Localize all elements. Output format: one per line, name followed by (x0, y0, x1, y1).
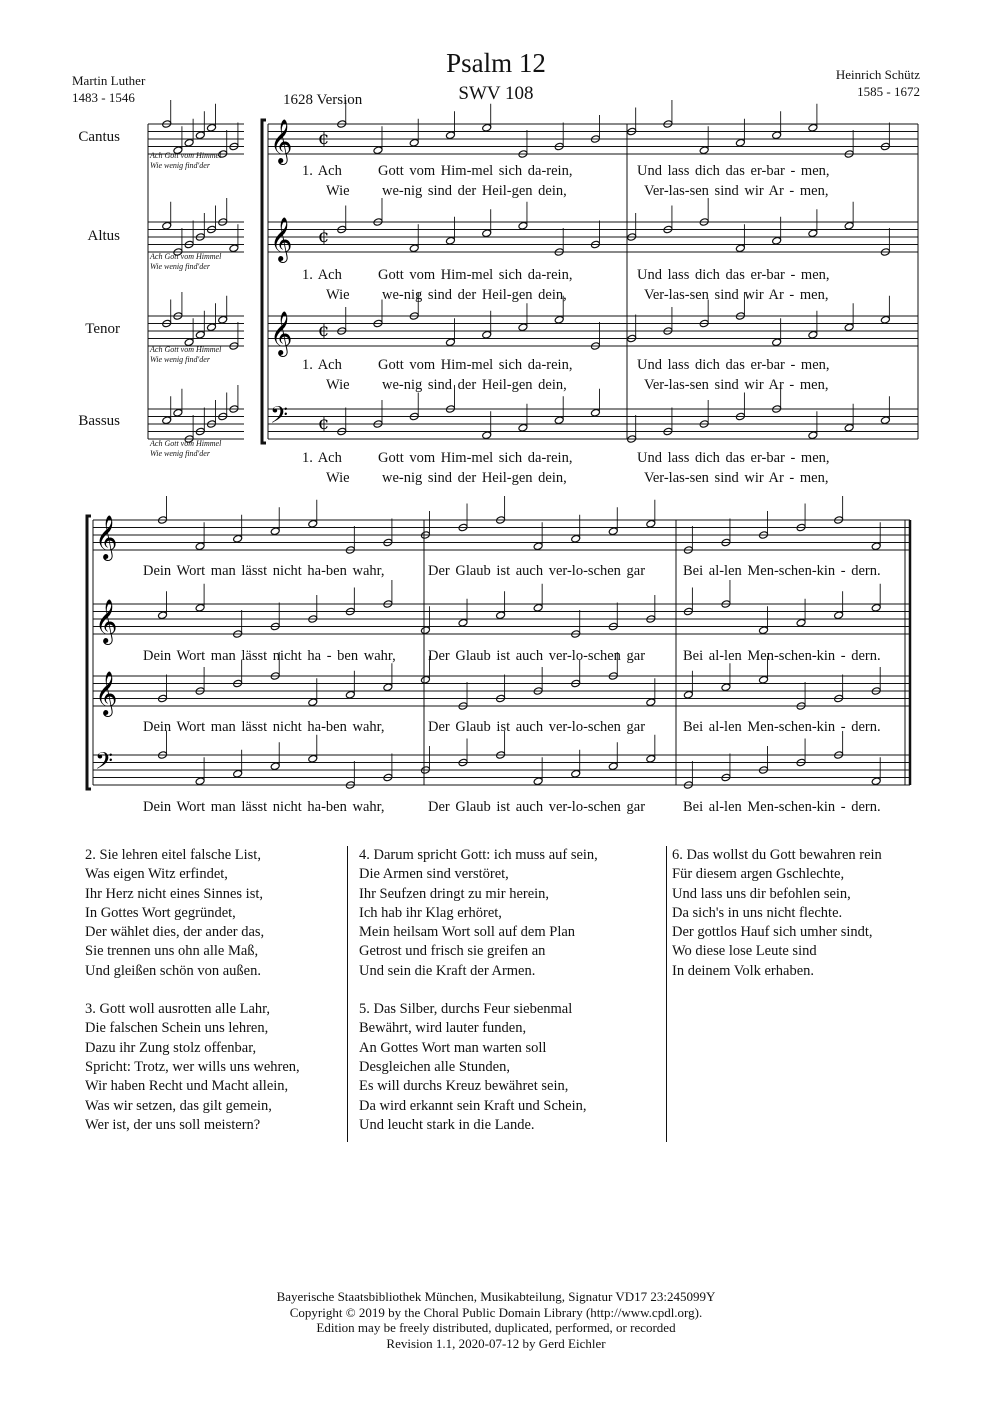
note-head (871, 777, 881, 786)
note-head (409, 244, 419, 253)
lyric-cantus-v2-pickup: Wie (326, 183, 350, 199)
note-head (518, 221, 528, 230)
lyric-cantus-v1-pickup: 1. Ach (302, 163, 342, 179)
note-head (735, 244, 745, 253)
note-head (195, 603, 205, 612)
note-head (496, 611, 506, 620)
license-line: Edition may be freely distributed, duplicated, performed, or recorded (316, 1320, 676, 1335)
note-head (844, 423, 854, 432)
note-head (646, 519, 656, 528)
note-head (445, 131, 455, 140)
note-head (533, 542, 543, 551)
note-head (420, 626, 430, 635)
lyric-bassus-v1-phrase1: Gott vom Him-mel sich da-rein, (378, 450, 573, 466)
system-bracket (87, 516, 91, 789)
lyric-bassus-v1-pickup: 1. Ach (302, 450, 342, 466)
lyric-bassus-v1-phrase2: Und lass dich das er-bar - men, (637, 450, 830, 466)
note-head (646, 754, 656, 763)
note-head (608, 527, 618, 536)
time-signature: ¢ (318, 320, 330, 341)
note-head (308, 698, 318, 707)
lyric-tenor-s2-phrase1: Dein Wort man lässt nicht ha-ben wahr, (143, 719, 385, 735)
lyric-cantus-s2-phrase1: Dein Wort man lässt nicht ha-ben wahr, (143, 563, 385, 579)
lyric-tenor-v2-pickup: Wie (326, 377, 350, 393)
note-head (445, 236, 455, 245)
note-head (735, 138, 745, 147)
note-head (844, 323, 854, 332)
lyric-bassus-s2-phrase1: Dein Wort man lässt nicht ha-ben wahr, (143, 799, 385, 815)
note-head (308, 754, 318, 763)
note-head (345, 690, 355, 699)
lyric-tenor-s2-phrase3: Bei al-len Men-schen-kin - dern. (683, 719, 881, 735)
note-head (880, 315, 890, 324)
note-head (834, 611, 844, 620)
incipit-note (229, 244, 239, 253)
source-line: Bayerische Staatsbibliothek München, Musikabteilung, Signatur VD17 23:245099Y (276, 1289, 716, 1304)
stanza-3: 3. Gott woll ausrotten alle Lahr, Die falschen Schein uns lehren, Dazu ihr Zung stolz offenbar, Spricht: Trotz, wer wills uns wehren, Wir haben Recht und Macht allein, Was wir setzen, das gilt gemein, Wer ist, der uns soll meistern? (85, 1001, 300, 1133)
poet-dates: 1483 - 1546 (72, 90, 135, 105)
note-head (482, 123, 492, 132)
treble-clef: 𝄞 (95, 515, 118, 559)
copyright-line: Copyright © 2019 by the Choral Public Domain Library (http://www.cpdl.org). (289, 1304, 703, 1320)
incipit-text-tenor: Ach Gott vom Himmel Wie wenig find'der (150, 345, 222, 364)
lyric-cantus-s2-phrase2: Der Glaub ist auch ver-lo-schen gar (428, 563, 646, 579)
incipit-text-cantus: Ach Gott vom Himmel Wie wenig find'der (150, 151, 222, 170)
note-head (808, 431, 818, 440)
system-bracket (262, 120, 266, 443)
score-catalog-number: SWV 108 (458, 83, 534, 104)
lyric-altus-v2-phrase1: we-nig sind der Heil-gen dein, (382, 287, 567, 303)
note-head (445, 338, 455, 347)
incipit-text-bassus: Ach Gott vom Himmel Wie wenig find'der (150, 439, 222, 458)
lyric-cantus-v1-phrase1: Gott vom Him-mel sich da-rein, (378, 163, 573, 179)
note-head (608, 762, 618, 771)
note-head (409, 138, 419, 147)
incipit-note (207, 323, 217, 332)
stanza-column-divider (666, 846, 667, 1142)
stanza-column-2 (359, 846, 598, 1154)
note-head (808, 330, 818, 339)
note-head (482, 431, 492, 440)
lyric-bassus-s2-phrase2: Der Glaub ist auch ver-lo-schen gar (428, 799, 646, 815)
note-head (533, 603, 543, 612)
note-head (458, 618, 468, 627)
note-head (772, 236, 782, 245)
revision-line: Revision 1.1, 2020-07-12 by Gerd Eichler (386, 1335, 606, 1351)
lyric-bassus-v2-pickup: Wie (326, 470, 350, 486)
lyric-tenor-v1-phrase2: Und lass dich das er-bar - men, (637, 357, 830, 373)
incipit-note (195, 330, 205, 339)
note-head (808, 229, 818, 238)
note-head (482, 330, 492, 339)
lyric-altus-v1-pickup: 1. Ach (302, 267, 342, 283)
lyric-altus-v2-pickup: Wie (326, 287, 350, 303)
note-head (796, 618, 806, 627)
incipit-note (162, 221, 172, 230)
note-head (808, 123, 818, 132)
composer-name: Heinrich Schütz (835, 67, 920, 82)
note-head (759, 675, 769, 684)
note-head (533, 777, 543, 786)
incipit-note (184, 138, 194, 147)
note-head (646, 698, 656, 707)
voice-label-bassus: Bassus (78, 413, 120, 429)
lyric-altus-s2-phrase1: Dein Wort man lässt nicht ha - ben wahr, (143, 648, 396, 664)
voice-label-altus: Altus (87, 228, 120, 244)
note-head (308, 519, 318, 528)
stanza-2: 2. Sie lehren eitel falsche List, Was eigen Witz erfindet, Ihr Herz nicht eines Sinnes ist, In Gottes Wort gegründet, Der wählet dies, der ander das, Sie trennen uns ohn alle Maß, Und gleißen schön von außen. (85, 847, 265, 979)
note-head (699, 146, 709, 155)
lyric-altus-v1-phrase2: Und lass dich das er-bar - men, (637, 267, 830, 283)
note-head (871, 542, 881, 551)
note-head (571, 534, 581, 543)
stanza-6: 6. Das wollst du Gott bewahren rein Für diesem argen Gschlechte, Und lass uns dir befohlen sein, Da sich's in uns nicht flechte. Der gottlos Hauf sich umher sindt, Wo diese lose Leute sind In deinem Volk erhaben. (672, 847, 882, 979)
note-head (880, 416, 890, 425)
lyric-cantus-v1-phrase2: Und lass dich das er-bar - men, (637, 163, 830, 179)
version-label: 1628 Version (283, 92, 363, 108)
incipit-note (162, 416, 172, 425)
note-head (844, 221, 854, 230)
note-head (270, 527, 280, 536)
note-head (233, 534, 243, 543)
note-head (554, 315, 564, 324)
lyric-tenor-v1-pickup: 1. Ach (302, 357, 342, 373)
treble-clef: 𝄞 (270, 217, 293, 261)
incipit-note (173, 408, 183, 417)
time-signature: ¢ (318, 226, 330, 247)
stanza-5: 5. Das Silber, durchs Feur siebenmal Bewährt, wird lauter funden, An Gottes Wort man warten soll Desgleichen alle Stunden, Es will durchs Kreuz bewähret sein, Da wird erkannt sein Kraft und Schein, Und leucht stark in die Lande. (359, 1001, 587, 1133)
lyric-bassus-v2-phrase2: Ver-las-sen sind wir Ar - men, (644, 470, 829, 486)
lyric-altus-v1-phrase1: Gott vom Him-mel sich da-rein, (378, 267, 573, 283)
bass-clef: 𝄢 (270, 401, 289, 434)
lyric-tenor-v2-phrase2: Ver-las-sen sind wir Ar - men, (644, 377, 829, 393)
note-head (683, 690, 693, 699)
incipit-text-altus: Ach Gott vom Himmel Wie wenig find'der (150, 252, 222, 271)
poet-name: Martin Luther (72, 73, 146, 88)
note-head (195, 542, 205, 551)
lyric-altus-s2-phrase3: Bei al-len Men-schen-kin - dern. (683, 648, 881, 664)
voice-label-cantus: Cantus (78, 129, 120, 145)
note-head (373, 146, 383, 155)
lyric-tenor-s2-phrase2: Der Glaub ist auch ver-lo-schen gar (428, 719, 646, 735)
treble-clef: 𝄞 (95, 671, 118, 715)
score-title: Psalm 12 (446, 48, 546, 78)
note-head (195, 777, 205, 786)
lyric-cantus-v2-phrase1: we-nig sind der Heil-gen dein, (382, 183, 567, 199)
lyric-bassus-v2-phrase1: we-nig sind der Heil-gen dein, (382, 470, 567, 486)
note-head (270, 762, 280, 771)
treble-clef: 𝄞 (95, 599, 118, 643)
note-head (759, 626, 769, 635)
note-head (158, 611, 168, 620)
treble-clef: 𝄞 (270, 311, 293, 355)
lyric-cantus-v2-phrase2: Ver-las-sen sind wir Ar - men, (644, 183, 829, 199)
note-head (482, 229, 492, 238)
lyric-tenor-v2-phrase1: we-nig sind der Heil-gen dein, (382, 377, 567, 393)
note-head (383, 683, 393, 692)
incipit-note (218, 315, 228, 324)
voice-label-tenor: Tenor (85, 321, 120, 337)
composer-dates: 1585 - 1672 (857, 84, 920, 99)
incipit-note (207, 123, 217, 132)
note-head (554, 416, 564, 425)
note-head (772, 131, 782, 140)
note-head (772, 338, 782, 347)
stanza-4: 4. Darum spricht Gott: ich muss auf sein, Die Armen sind verstöret, Ihr Seufzen dringt zu mir herein, Ich hab ihr Klag erhöret, Mein heilsam Wort soll auf dem Plan Getrost und frisch sie greifen an Und sein die Kraft der Armen. (359, 847, 598, 979)
note-head (590, 408, 600, 417)
time-signature: ¢ (318, 128, 330, 149)
lyric-altus-v2-phrase2: Ver-las-sen sind wir Ar - men, (644, 287, 829, 303)
treble-clef: 𝄞 (270, 119, 293, 163)
note-head (420, 675, 430, 684)
time-signature: ¢ (318, 413, 330, 434)
note-head (518, 423, 528, 432)
lyric-tenor-v1-phrase1: Gott vom Him-mel sich da-rein, (378, 357, 573, 373)
stanza-column-1 (85, 846, 300, 1154)
note-head (721, 683, 731, 692)
lyric-cantus-s2-phrase3: Bei al-len Men-schen-kin - dern. (683, 563, 881, 579)
note-head (518, 323, 528, 332)
footer-credits (0, 1289, 992, 1351)
note-head (571, 769, 581, 778)
lyric-altus-s2-phrase2: Der Glaub ist auch ver-lo-schen gar (428, 648, 646, 664)
lyric-bassus-s2-phrase3: Bei al-len Men-schen-kin - dern. (683, 799, 881, 815)
stanza-column-3 (672, 846, 882, 1000)
bass-clef: 𝄢 (95, 747, 114, 780)
note-head (871, 603, 881, 612)
incipit-note (195, 131, 205, 140)
note-head (233, 769, 243, 778)
stanza-column-divider (347, 846, 348, 1142)
